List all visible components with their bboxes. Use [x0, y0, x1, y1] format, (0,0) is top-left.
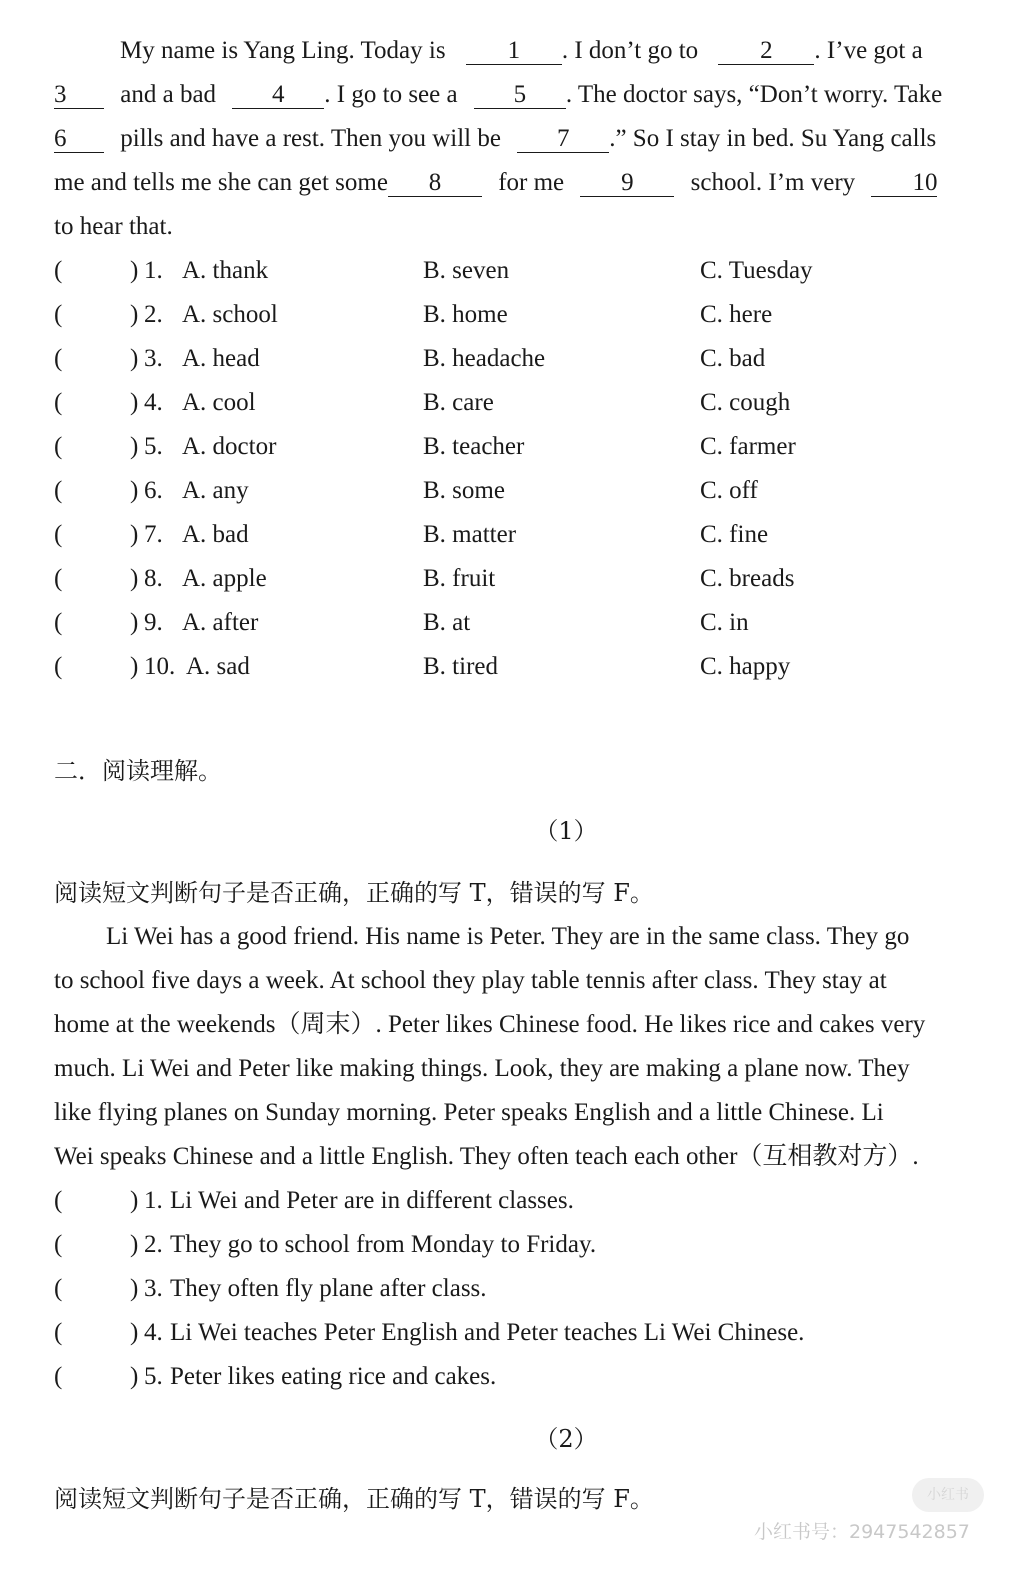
- option-c: C. cough: [700, 389, 791, 416]
- option-c: C. off: [700, 477, 758, 504]
- option-c: C. fine: [700, 521, 769, 548]
- cloze-text: school. I’m very: [690, 169, 856, 196]
- question-number: 2.: [144, 301, 163, 328]
- option-c: C. happy: [700, 653, 791, 680]
- answer-paren-open[interactable]: (: [54, 1275, 63, 1302]
- cloze-text: and a bad: [120, 81, 217, 108]
- cloze-blank-10[interactable]: 10: [871, 170, 937, 197]
- option-a: A. head: [182, 345, 260, 372]
- option-c: C. Tuesday: [700, 257, 813, 284]
- statement-number: 1.: [144, 1187, 163, 1214]
- cloze-text: . I go to see a: [324, 81, 458, 108]
- cloze-blank-4[interactable]: 4: [232, 82, 324, 109]
- option-b: B. seven: [423, 257, 510, 284]
- answer-paren-close: ): [130, 433, 139, 460]
- answer-paren-open[interactable]: (: [54, 1319, 63, 1346]
- option-b: B. tired: [423, 653, 498, 680]
- option-c: C. bad: [700, 345, 766, 372]
- cloze-line-5: to hear that.: [54, 213, 173, 240]
- cloze-line-2: [54, 80, 968, 110]
- statement-text: They often fly plane after class.: [170, 1275, 487, 1302]
- answer-paren-open[interactable]: (: [54, 565, 63, 592]
- cloze-blank-9[interactable]: 9: [580, 170, 674, 197]
- option-b: B. fruit: [423, 565, 496, 592]
- cloze-text: . The doctor says, “Don’t worry. Take: [565, 81, 943, 108]
- passage-line: to school five days a week. At school they play table tennis after class. They stay at: [54, 967, 887, 994]
- question-number: 7.: [144, 521, 163, 548]
- answer-paren-close: ): [130, 477, 139, 504]
- option-b: B. matter: [423, 521, 517, 548]
- answer-paren-close: ): [130, 301, 139, 328]
- answer-paren-open[interactable]: (: [54, 433, 63, 460]
- answer-paren-close: ): [130, 521, 139, 548]
- cloze-blank-7[interactable]: 7: [517, 126, 609, 153]
- passage-line: home at the weekends（周末）. Peter likes Chinese food. He likes rice and cakes very: [54, 1011, 926, 1038]
- part-label-2: （2）: [534, 1425, 598, 1453]
- cloze-text: . I’ve got a: [814, 37, 923, 64]
- cloze-blank-5[interactable]: 5: [474, 82, 566, 109]
- option-c: C. farmer: [700, 433, 796, 460]
- statement-text: Peter likes eating rice and cakes.: [170, 1363, 497, 1390]
- statement-text: They go to school from Monday to Friday.: [170, 1231, 597, 1258]
- statement-number: 4.: [144, 1319, 163, 1346]
- option-a: A. any: [182, 477, 249, 504]
- instruction-2: 阅读短文判断句子是否正确，正确的写 T，错误的写 F。: [54, 1485, 654, 1513]
- option-a: A. thank: [182, 257, 269, 284]
- answer-paren-close: ): [130, 1275, 139, 1302]
- option-a: A. cool: [182, 389, 256, 416]
- option-a: A. doctor: [182, 433, 277, 460]
- option-b: B. at: [423, 609, 471, 636]
- question-number: 4.: [144, 389, 163, 416]
- option-c: C. breads: [700, 565, 795, 592]
- cloze-line-4: [54, 168, 968, 198]
- answer-paren-open[interactable]: (: [54, 301, 63, 328]
- answer-paren-open[interactable]: (: [54, 477, 63, 504]
- option-a: A. apple: [182, 565, 267, 592]
- question-number: 10.: [144, 653, 176, 680]
- option-b: B. some: [423, 477, 505, 504]
- answer-paren-close: ): [130, 389, 139, 416]
- watermark-text: 小红书号：2947542857: [754, 1521, 970, 1543]
- answer-paren-close: ): [130, 1187, 139, 1214]
- passage-line: Wei speaks Chinese and a little English. They often teach each other（互相教对方）.: [54, 1143, 919, 1170]
- answer-paren-close: ): [130, 565, 139, 592]
- option-b: B. headache: [423, 345, 546, 372]
- cloze-blank-6[interactable]: 6: [54, 126, 104, 153]
- answer-paren-open[interactable]: (: [54, 609, 63, 636]
- cloze-blank-1[interactable]: 1: [466, 38, 562, 65]
- option-a: A. after: [182, 609, 259, 636]
- option-c: C. here: [700, 301, 773, 328]
- answer-paren-open[interactable]: (: [54, 257, 63, 284]
- answer-paren-open[interactable]: (: [54, 1363, 63, 1390]
- passage-line: like flying planes on Sunday morning. Peter speaks English and a little Chinese. Li: [54, 1099, 884, 1126]
- part-label-1: （1）: [534, 817, 598, 845]
- cloze-line-3: [54, 124, 968, 154]
- cloze-line-1: [54, 36, 968, 66]
- answer-paren-close: ): [130, 1231, 139, 1258]
- answer-paren-open[interactable]: (: [54, 389, 63, 416]
- cloze-text: .” So I stay in bed. Su Yang calls: [609, 125, 937, 152]
- option-b: B. care: [423, 389, 494, 416]
- cloze-text: me and tells me she can get some: [54, 169, 388, 196]
- answer-paren-close: ): [130, 1319, 139, 1346]
- question-number: 3.: [144, 345, 163, 372]
- passage-line: much. Li Wei and Peter like making things. Look, they are making a plane now. They: [54, 1055, 910, 1082]
- answer-paren-close: ): [130, 653, 139, 680]
- question-number: 6.: [144, 477, 163, 504]
- answer-paren-open[interactable]: (: [54, 345, 63, 372]
- cloze-text: . I don’t go to: [561, 37, 699, 64]
- statement-text: Li Wei teaches Peter English and Peter teaches Li Wei Chinese.: [170, 1319, 805, 1346]
- cloze-text: pills and have a rest. Then you will be: [120, 125, 501, 152]
- question-number: 1.: [144, 257, 163, 284]
- instruction-1: 阅读短文判断句子是否正确，正确的写 T，错误的写 F。: [54, 879, 654, 907]
- cloze-blank-8[interactable]: 8: [388, 170, 482, 197]
- option-a: A. sad: [186, 653, 250, 680]
- cloze-text: for me: [498, 169, 565, 196]
- answer-paren-close: ): [130, 257, 139, 284]
- answer-paren-close: ): [130, 345, 139, 372]
- answer-paren-open[interactable]: (: [54, 1187, 63, 1214]
- question-number: 5.: [144, 433, 163, 460]
- cloze-blank-2[interactable]: 2: [718, 38, 814, 65]
- statement-number: 3.: [144, 1275, 163, 1302]
- passage-line: Li Wei has a good friend. His name is Peter. They are in the same class. They go: [106, 923, 910, 950]
- statement-number: 5.: [144, 1363, 163, 1390]
- cloze-blank-3[interactable]: 3: [54, 82, 104, 109]
- question-number: 8.: [144, 565, 163, 592]
- question-number: 9.: [144, 609, 163, 636]
- statement-text: Li Wei and Peter are in different classes.: [170, 1187, 574, 1214]
- answer-paren-open[interactable]: (: [54, 521, 63, 548]
- statement-number: 2.: [144, 1231, 163, 1258]
- option-a: A. school: [182, 301, 278, 328]
- section-title: 二．阅读理解。: [54, 757, 222, 785]
- watermark-logo: 小红书: [912, 1478, 984, 1512]
- answer-paren-open[interactable]: (: [54, 1231, 63, 1258]
- answer-paren-open[interactable]: (: [54, 653, 63, 680]
- answer-paren-close: ): [130, 609, 139, 636]
- answer-paren-close: ): [130, 1363, 139, 1390]
- option-c: C. in: [700, 609, 749, 636]
- option-a: A. bad: [182, 521, 249, 548]
- cloze-text: My name is Yang Ling. Today is: [120, 37, 446, 64]
- option-b: B. home: [423, 301, 508, 328]
- option-b: B. teacher: [423, 433, 525, 460]
